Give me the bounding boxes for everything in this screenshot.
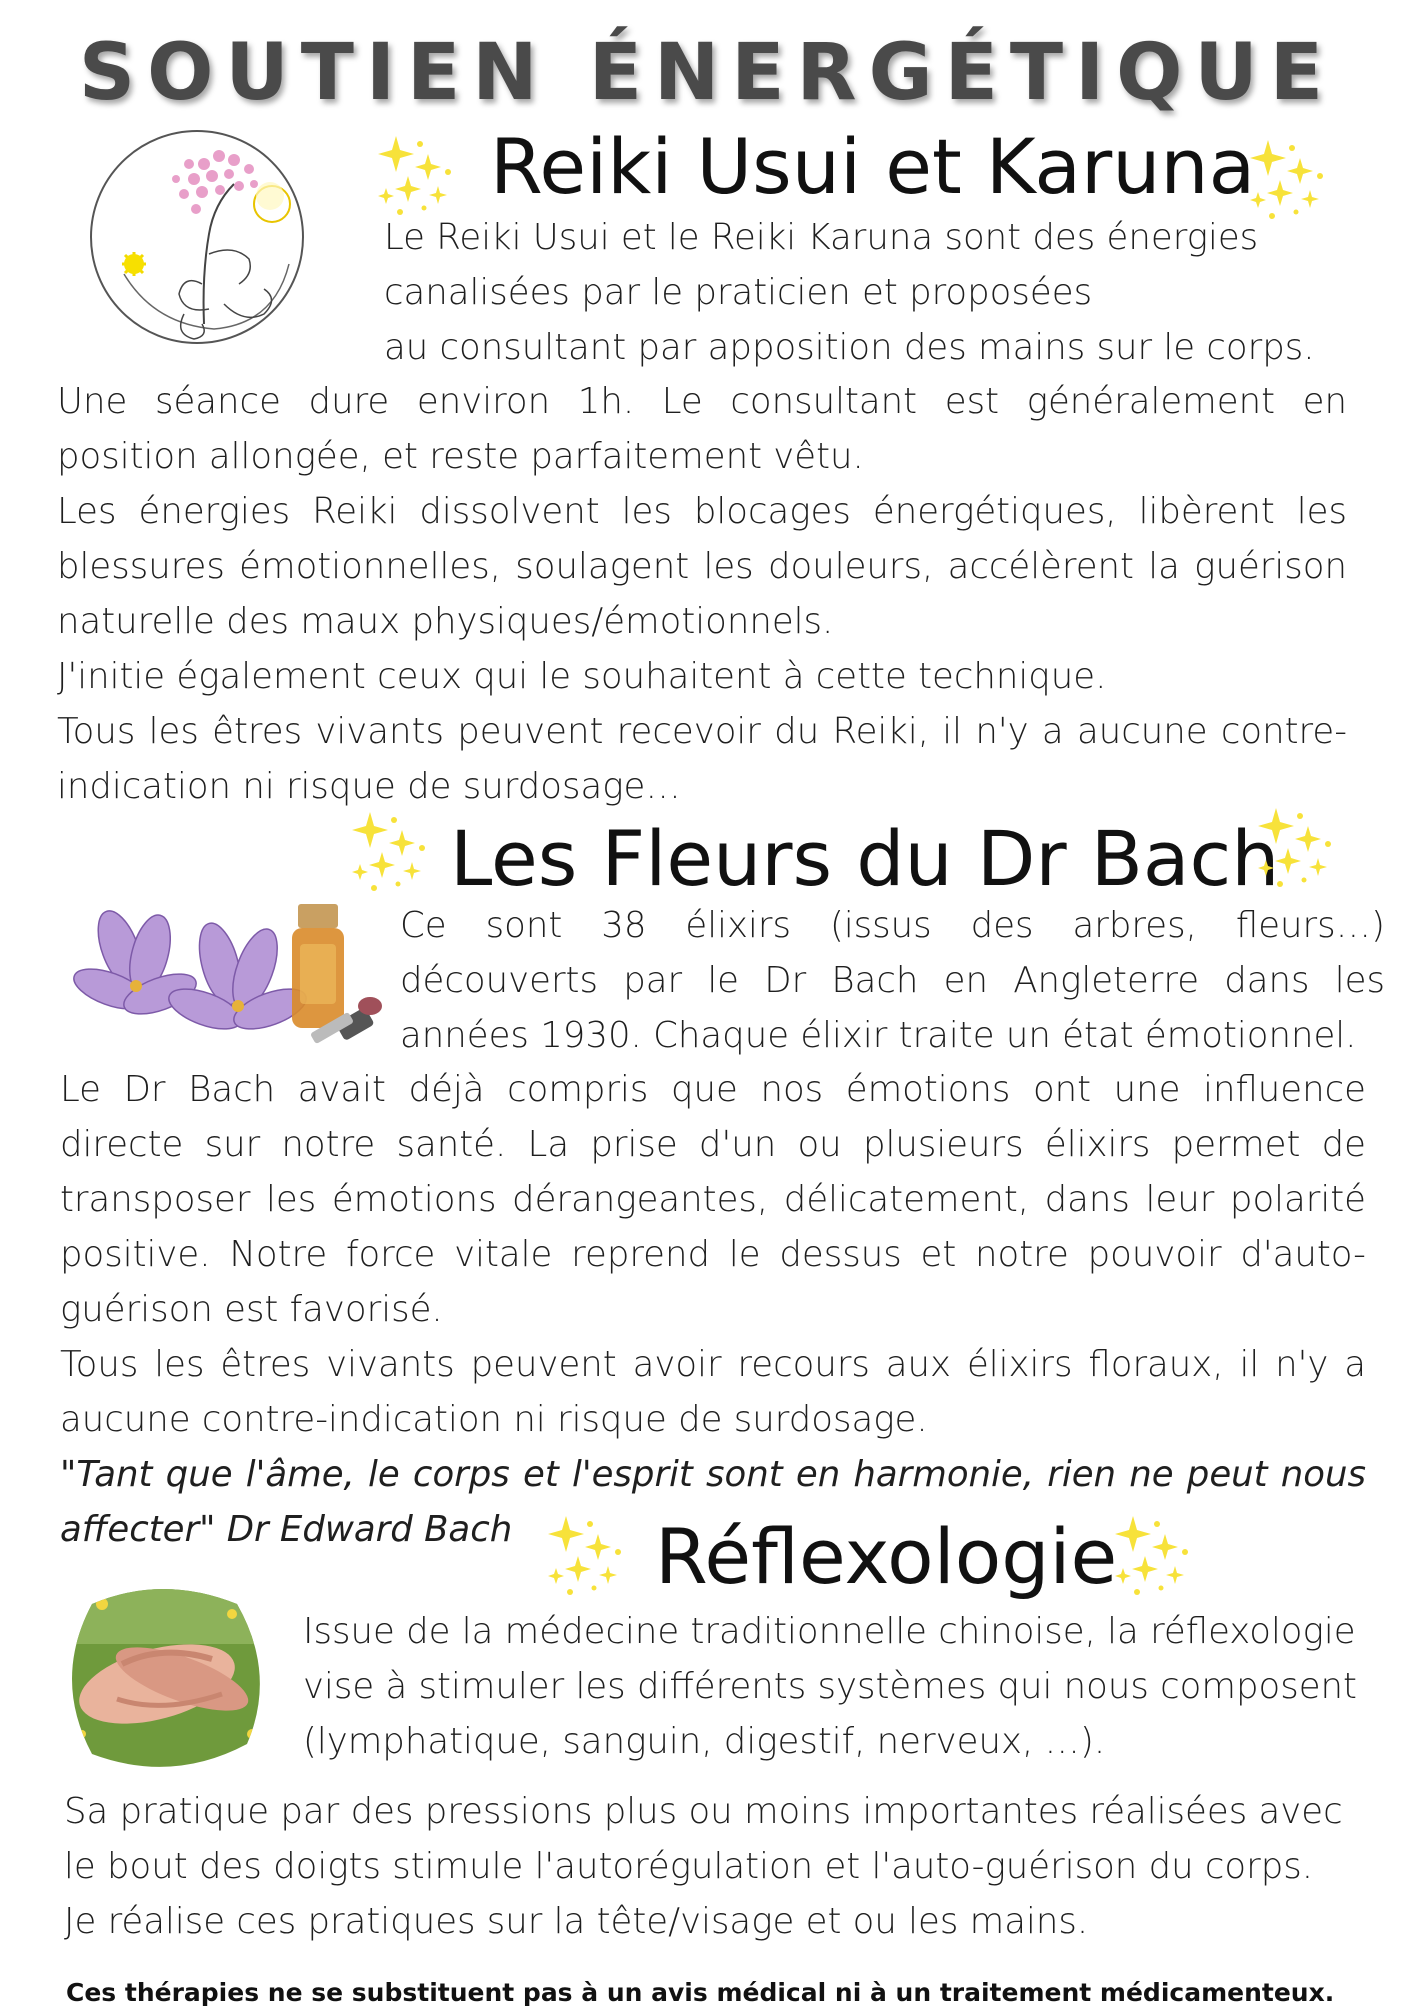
reiki-title: Reiki Usui et Karuna: [490, 122, 1256, 211]
reflexo-body: [64, 1784, 1394, 1949]
reflexo-body-line: Sa pratique par des pressions plus ou moins importantes réalisées avec: [64, 1791, 1343, 1832]
reiki-intro-line: canalisées par le praticien et proposées: [384, 272, 1093, 313]
reflexo-illustration: [62, 1584, 268, 1774]
hands-massage-photo-icon: [62, 1584, 268, 1774]
reiki-intro-line: Le Reiki Usui et le Reiki Karuna sont des énergies: [384, 217, 1259, 258]
reflexo-intro-line: vise à stimuler les différents systèmes qui nous composent: [303, 1666, 1357, 1707]
bach-illustration: [70, 894, 390, 1064]
sparkle-right-reiki-icon: [1250, 140, 1330, 220]
reflexo-title: Réflexologie: [655, 1512, 1118, 1601]
reiki-illustration: [84, 124, 310, 350]
reflexo-intro-line: (lymphatique, sanguin, digestif, nerveux, …).: [303, 1721, 1106, 1762]
reiki-intro: [384, 210, 1344, 375]
bach-intro: Ce sont 38 élixirs (issus des arbres, fleurs…) découverts par le Dr Bach en Angleterre dans les années 1930. Chaque élixir traite un état émotionnel.: [400, 905, 1385, 1056]
sparkle-left-reiki-icon: [378, 136, 458, 216]
disclaimer-note: Ces thérapies ne se substituent pas à un avis médical ni à un traitement médicamenteux.: [66, 1978, 1335, 2007]
reflexo-body-line: Je réalise ces pratiques sur la tête/visage et ou les mains.: [64, 1901, 1089, 1942]
reiki-paragraph: Tous les êtres vivants peuvent recevoir du Reiki, il n'y a aucune contre-indication ni risque de surdosage…: [57, 711, 1347, 807]
bach-title: Les Fleurs du Dr Bach: [450, 814, 1280, 903]
reiki-paragraph: Les énergies Reiki dissolvent les blocages énergétiques, libèrent les blessures émotionnelles, soulagent les douleurs, accélèrent la guérison naturelle des maux physiques/émotionnels.: [57, 491, 1347, 642]
sparkle-left-reflexo-icon: [548, 1516, 628, 1596]
reiki-paragraph: Une séance dure environ 1h. Le consultant est généralement en position allongée, et reste parfaitement vêtu.: [57, 381, 1347, 477]
reiki-body: [57, 374, 1347, 814]
reflexo-intro: [303, 1604, 1393, 1769]
sparkle-right-bach-icon: [1258, 808, 1338, 888]
reiki-intro-line: au consultant par apposition des mains sur le corps.: [384, 327, 1315, 368]
flowers-elixir-bottle-icon: [70, 894, 390, 1064]
bach-body: [60, 1062, 1366, 1557]
bach-paragraph: Tous les êtres vivants peuvent avoir recours aux élixirs floraux, il n'y a aucune contre-indication ni risque de surdosage.: [60, 1344, 1366, 1440]
bach-paragraph: Le Dr Bach avait déjà compris que nos émotions ont une influence directe sur notre santé. La prise d'un ou plusieurs élixirs permet de transposer les émotions dérangeantes, délicatement, dans leur polarité positive. Notre force vitale reprend le dessus et notre pouvoir d'auto-guérison est favorisé.: [60, 1069, 1366, 1330]
tree-moon-sun-icon: [84, 124, 310, 350]
reflexo-intro-line: Issue de la médecine traditionnelle chinoise, la réflexologie: [303, 1611, 1356, 1652]
sparkle-right-reflexo-icon: [1115, 1516, 1195, 1596]
bach-intro-block: [400, 898, 1385, 1063]
reiki-paragraph: J'initie également ceux qui le souhaitent à cette technique.: [57, 656, 1107, 697]
page-title: SOUTIEN ÉNERGÉTIQUE: [78, 28, 1336, 118]
bach-quote: "Tant que l'âme, le corps et l'esprit sont en harmonie, rien ne peut nous affecter" Dr Edward Bach: [60, 1454, 1366, 1550]
reflexo-body-line: le bout des doigts stimule l'autorégulation et l'auto-guérison du corps.: [64, 1846, 1314, 1887]
sparkle-left-bach-icon: [352, 812, 432, 892]
